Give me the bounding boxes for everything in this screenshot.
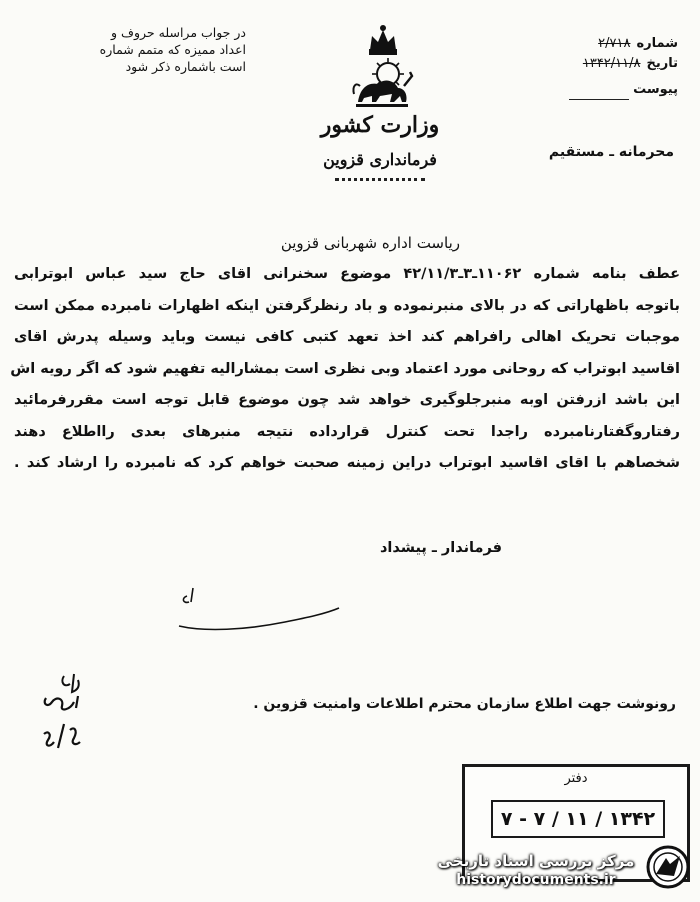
body-line: موجبات تحریک اهالی رافراهم کند اخذ تعهد کتبی کافی نیست وباید وسیله پدرش اقای bbox=[14, 329, 680, 345]
reply-note-line: است باشماره ذکر شود bbox=[125, 59, 246, 74]
date-value: ۱۳۴۲/۱۱/۸ bbox=[582, 56, 641, 71]
body-line: شخصاهم با اقای اقاسید ابوتراب دراین زمینه صحبت خواهم کرد که نامبرده را ارشاد کند . bbox=[14, 455, 680, 471]
body-line: این باشد ازرفتن اوبه منبرجلوگیری خواهد شد چون موضوع قابل توجه است مقررفرمائید bbox=[14, 392, 680, 408]
recipient-line: ریاست اداره شهربانی قزوین bbox=[280, 234, 460, 252]
lion-and-sun-emblem-icon bbox=[350, 22, 416, 114]
handwritten-annotation-icon bbox=[34, 668, 124, 778]
date-label: تاریخ bbox=[646, 56, 678, 71]
body-line: رفتاروگفتارنامبرده راجدا تحت کنترل قرارداده نتیجه منبرهای بعدی رااطلاع دهند bbox=[14, 423, 680, 440]
stamp-number: ۱۳۴۲ / ۱۱ / ۷ - ۷ bbox=[491, 800, 665, 838]
attachment-row bbox=[508, 80, 678, 100]
reply-note-line: در جواب مراسله حروف و bbox=[111, 25, 246, 40]
attachment-label: پیوست bbox=[633, 82, 678, 97]
reply-instruction-note bbox=[56, 24, 246, 75]
letter-body bbox=[10, 266, 680, 487]
reply-note-line: اعداد ممیزه که متمم شماره bbox=[99, 42, 246, 57]
governorate-title: فرمانداری قزوین bbox=[323, 150, 437, 169]
stamp-heading: دفتر bbox=[564, 771, 588, 786]
letter-meta bbox=[508, 34, 678, 100]
number-value: ۲/۷۱۸ bbox=[598, 36, 631, 51]
body-line: عطف بنامه شماره ۱۱۰۶۲ـ۳ـ۴۲/۱۱/۳ موضوع سخنرانی اقای حاج سید عباس ابوترابی bbox=[14, 266, 680, 282]
ministry-title: وزارت کشور bbox=[320, 112, 440, 138]
carbon-copy-line: رونوشت جهت اطلاع سازمان محترم اطلاعات وامنیت قزوین . bbox=[253, 696, 676, 712]
watermark-title: مرکز بررسی اسناد تاریخی bbox=[437, 852, 635, 870]
classification-label: محرمانه ـ مستقیم bbox=[548, 144, 674, 160]
archive-logo-icon bbox=[646, 844, 690, 890]
header-divider bbox=[335, 178, 425, 181]
body-line: اقاسید ابوتراب که روحانی مورد اعتماد وبی نظری است بمشارالیه تفهیم شود که اگر رویه اش bbox=[10, 360, 680, 377]
handwritten-signature-icon bbox=[175, 578, 345, 636]
site-watermark bbox=[420, 838, 690, 896]
governor-signature-line: فرماندار ـ پیشداد bbox=[379, 540, 502, 556]
letter-date-row bbox=[508, 54, 678, 74]
letter-number-row bbox=[508, 34, 678, 54]
number-label: شماره bbox=[636, 36, 678, 51]
watermark-url: historydocuments.ir bbox=[456, 872, 616, 888]
body-line: باتوجه باظهاراتی که در بالای منبرنموده و باد رنظرگرفتن اینکه اظهارات نامبرده ممکن است bbox=[14, 297, 680, 314]
attachment-blank bbox=[569, 80, 629, 100]
